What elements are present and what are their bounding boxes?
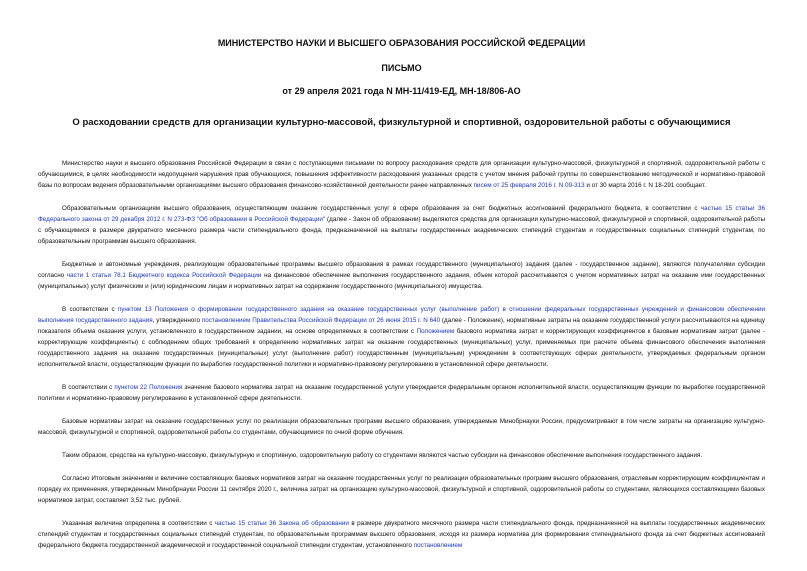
document-link[interactable]: частью 15 статьи 36 Закона об образовании <box>214 520 349 527</box>
document-link[interactable]: частью 15 статьи 36 Федерального закона от 29 декабря 2012 г. N 273-ФЗ "Об образовании в Российской Федерации" <box>38 205 765 223</box>
document-type: ПИСЬМО <box>381 63 422 73</box>
paragraph-text: Согласно Итоговым значениям и величине составляющих базовых нормативов затрат на оказание государственных услуг по реализации образовательных программ высшего образования, отраслевым корректирующим коэффициентам и порядку их применения, утвержденным Минобрнауки России 11 сентября 2020 г., величина затрат на организацию культурно-массовой, физкультурной и спортивной, оздоровительной работы со студентами, являющихся составляющими базовых нормативов затрат, составляет 3,52 тыс. рублей. <box>38 475 765 504</box>
paragraph-text: (далее - Закон об образовании) выделяются средства для организации культурно-массовой, физкультурной и спортивной, оздоровительной работы с обучающимися в размере двукратного месячного размера части стипендиального фонда, предназначенной на выплаты государственных академических стипендий студентам и государственных социальных стипендий студентам, по образовательным программам высшего образования. <box>38 216 766 245</box>
paragraph-text: в размере двукратного месячного размера части стипендиального фонда, предназначенной на выплаты государственных академических стипендий студентам и государственных социальных стипендий студентам, по образовательным программам высшего образования, исходя из размера норматива для формирования стипендиального фонда за счет бюджетных ассигнований федерального бюджета государственной академической и государственной социальной стипендии студентам, установленного <box>38 520 765 549</box>
paragraph-text: значение базового норматива затрат на оказание государственной услуги утверждается федеральным органом исполнительной власти, осуществляющим функции по выработке государственной политики и нормативно-правовому регулированию в установленной сфере деятельности. <box>38 384 765 402</box>
paragraph-text: В соответствии с <box>62 306 118 313</box>
paragraph <box>38 416 765 438</box>
ministry-name: МИНИСТЕРСТВО НАУКИ И ВЫСШЕГО ОБРАЗОВАНИЯ РОССИЙСКОЙ ФЕДЕРАЦИИ <box>217 38 586 48</box>
paragraph-text: В соответствии с <box>62 384 115 391</box>
document-link[interactable]: писем от 25 февраля 2016 г. N 09-313 <box>473 182 585 189</box>
paragraph-text: Таким образом, средства на культурно-массовую, физкультурную и спортивную, оздоровительную работу со студентами являются частью субсидии на финансовое обеспечение выполнения государственного задания. <box>62 452 703 459</box>
paragraph-text: и от 30 марта 2016 г. N 18-291 сообщает. <box>584 182 706 189</box>
document-link[interactable]: пунктом 22 Положения <box>114 384 183 391</box>
document-link[interactable]: части 1 статьи 78.1 Бюджетного кодекса Российской Федерации <box>66 272 262 279</box>
paragraph-text: (далее - Положение), нормативные затраты на оказание государственной услуги рассчитываются на единицу показателя объема оказания услуги, установленного в государственном задании, на основе определяемых в соответствии с <box>38 317 765 335</box>
paragraph <box>38 203 765 247</box>
paragraph-text: Указанная величина определена в соответствии с <box>62 520 215 527</box>
paragraph <box>38 382 765 404</box>
paragraph-text: Бюджетные и автономные учреждения, реализующие образовательные программы высшего образования в рамках государственного (муниципального) задания (далее - государственное задание), являются получателями субсидии согласно <box>38 261 765 279</box>
document-link[interactable]: постановлением Правительства Российской Федерации от 26 июня 2015 г. N 640 <box>201 317 441 324</box>
paragraph <box>38 473 765 506</box>
paragraph-text: на финансовое обеспечение выполнения государственного задания, объем которой рассчитывается с учетом нормативных затрат на оказание ими государственных (муниципальных) услуг физическим и (или) юридическим лицам и нормативных затрат на содержание государственного (муниципального) имущества. <box>38 272 766 290</box>
paragraph <box>38 259 765 292</box>
paragraph-text: Базовые нормативы затрат на оказание государственных услуг по реализации образовательных программ высшего образования, утверждаемые Минобрнауки России, предусматривают в том числе затраты на организацию культурно-массовой, физкультурной и спортивной, оздоровительной работы со студентами, обучающимися по очной форме обучения. <box>38 418 765 436</box>
document-link[interactable]: Положением <box>416 328 455 335</box>
document-date-number: от 29 апреля 2021 года N МН-11/419-ЕД, МН-18/806-АО <box>282 86 521 96</box>
paragraph-text: , утвержденного <box>152 317 202 324</box>
paragraph-text: базового норматива затрат и корректирующих коэффициентов к базовым нормативам затрат (далее - корректирующие коэффициенты) с соблюдением общих требований к определению нормативных затрат на оказание государственных (муниципальных) услуг, применяемых при расчете объема финансового обеспечения выполнения государственного задания на оказание государственных (муниципальных) услуг (выполнение работ) государственным (муниципальным) учреждением в соответствующих сферах деятельности, утверждаемых федеральным органом исполнительной власти, осуществляющим функции по выработке государственной политики и нормативно-правовому регулированию в установленной сфере деятельности. <box>38 328 765 368</box>
paragraph <box>38 304 765 370</box>
paragraph <box>38 518 765 551</box>
paragraph <box>38 450 765 461</box>
document-link[interactable]: постановлением <box>413 542 463 549</box>
paragraph-text: Министерство науки и высшего образования Российской Федерации в связи с поступающими письмами по вопросу расходования средств для организации культурно-массовой, физкультурной и спортивной, оздоровительной работы с обучающимися, в целях необходимости недопущения нарушения прав обучающихся, повышения эффективности расходования указанных средств с учетом мнения рабочей группы по совершенствованию методической и нормативно-правовой базы по вопросам ведения образовательными организациями высшего образования финансово-хозяйственной деятельности ранее направленных <box>38 160 765 189</box>
document-title: О расходовании средств для организации культурно-массовой, физкультурной и спортивной, оздоровительной работы с обучающимися <box>72 117 731 128</box>
document-link[interactable]: пунктом 13 Положения о формировании государственного задания на оказание государственных услуг (выполнение работ) в отношении федеральных государственных учреждений и финансовом обеспечении выполнения государственного задания <box>38 306 766 324</box>
paragraph <box>38 158 765 191</box>
document-body <box>38 158 765 551</box>
paragraph-text: Образовательным организациям высшего образования, осуществляющим оказание государственных услуг в сфере образования за счет бюджетных ассигнований федерального бюджета, в соответствии с <box>62 205 701 212</box>
